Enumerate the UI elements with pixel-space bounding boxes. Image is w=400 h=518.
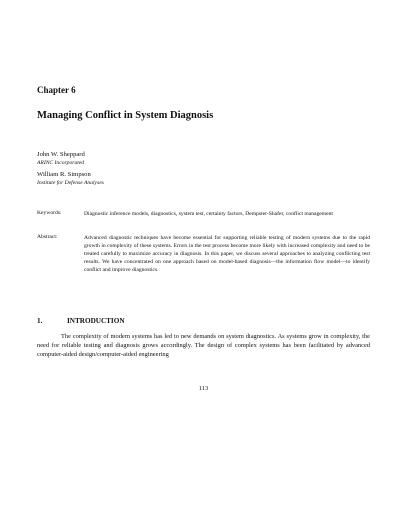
author-affiliation: ARINC Incorporated — [37, 160, 85, 166]
section-heading — [37, 317, 125, 325]
introduction-paragraph: The complexity of modern systems has led to new demands on system diagnostics. As systems grow in complexity, the need for reliable testing and diagnosis grows accordingly. The design of complex systems has been facilitated by advanced computer-aided design/computer-aided engineering — [37, 333, 370, 358]
abstract-text: Advanced diagnostic techniques have become essential for supporting reliable testing of modern systems due to the rapid growth in complexity of these systems. Errors in the test process become more likely with increased complexity and need to be treated carefully to maximize accuracy in diagnosis. In this paper, we discuss several approaches to analyzing conflicting test results. We have concentrated on one approach based on model-based diagnosis—the information flow model—to identify conflict and improve diagnostics. — [84, 235, 370, 274]
author-affiliation: Institute for Defense Analyses — [37, 180, 104, 186]
chapter-label: Chapter 6 — [37, 85, 76, 95]
page-number: 113 — [198, 385, 209, 392]
section-number: 1. — [37, 317, 43, 325]
chapter-title: Managing Conflict in System Diagnosis — [37, 110, 214, 121]
author-name: William R. Simpson — [37, 171, 91, 178]
section-title: INTRODUCTION — [67, 317, 125, 325]
abstract-label: Abstract: — [37, 234, 58, 240]
keywords-text: Diagnostic inference models, diagnostics, system test, certainty factors, Dempster-Shafer, conflict management — [84, 211, 333, 217]
keywords-label: Keywords: — [37, 210, 62, 216]
author-name: John W. Sheppard — [37, 151, 85, 158]
